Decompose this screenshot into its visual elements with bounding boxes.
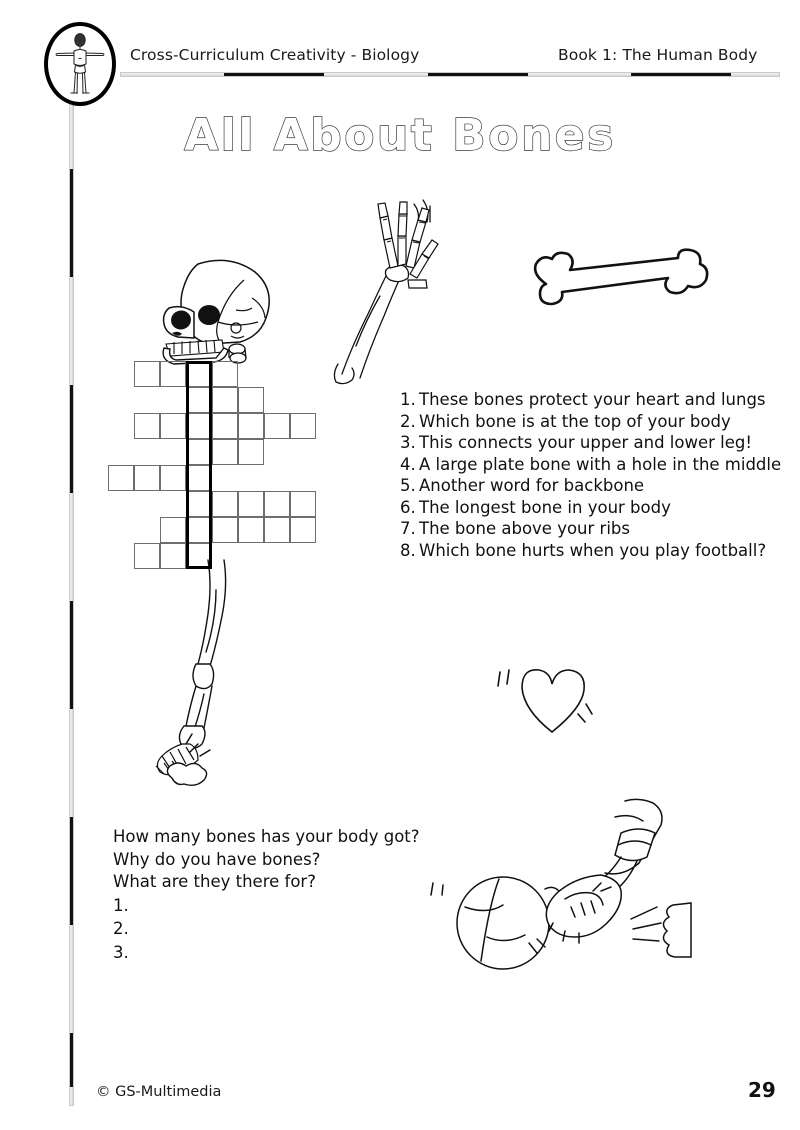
- crossword-cell[interactable]: [290, 491, 316, 517]
- crossword-cell[interactable]: [290, 413, 316, 439]
- skeleton-arm-illustration: [330, 196, 440, 386]
- clue-number: 4.: [400, 454, 416, 474]
- crossword-cell[interactable]: [238, 413, 264, 439]
- crossword-cell[interactable]: [212, 517, 238, 543]
- header-rule: [120, 72, 780, 77]
- clue-text: This connects your upper and lower leg!: [419, 433, 752, 452]
- crossword-cell[interactable]: [186, 517, 212, 543]
- skeleton-leg-foot-illustration: [150, 560, 260, 790]
- clue-text: These bones protect your heart and lungs: [419, 390, 766, 409]
- football-kick-illustration: [425, 795, 695, 965]
- clue-number: 7.: [400, 519, 416, 538]
- clue-number: 3.: [400, 433, 416, 452]
- crossword-cell[interactable]: [212, 491, 238, 517]
- crossword-cell[interactable]: [186, 439, 212, 465]
- skull-illustration: [152, 252, 292, 367]
- clue-text: The longest bone in your body: [419, 497, 671, 517]
- clue-number: 5.: [400, 476, 416, 495]
- answer-line[interactable]: 2.: [113, 919, 129, 938]
- clue-item: [400, 497, 770, 519]
- crossword-cell[interactable]: [186, 465, 212, 491]
- clue-item: [400, 475, 770, 497]
- answer-line[interactable]: 1.: [113, 895, 129, 915]
- questions-block: [113, 826, 443, 964]
- clue-text: Which bone is at the top of your body: [419, 411, 731, 431]
- bone-illustration: [518, 248, 718, 320]
- clue-text: The bone above your ribs: [419, 519, 630, 538]
- crossword-cell[interactable]: [134, 465, 160, 491]
- crossword-cell[interactable]: [134, 413, 160, 439]
- footer-page-number: 29: [748, 1078, 776, 1102]
- crossword-cell[interactable]: [186, 413, 212, 439]
- clue-item: [400, 540, 770, 562]
- crossword-cell[interactable]: [160, 413, 186, 439]
- question-line: What are they there for?: [113, 872, 316, 891]
- crossword-cell[interactable]: [238, 439, 264, 465]
- crossword-cell[interactable]: [186, 387, 212, 413]
- crossword-cell[interactable]: [160, 517, 186, 543]
- crossword-cell[interactable]: [212, 387, 238, 413]
- answer-line[interactable]: 3.: [113, 942, 129, 962]
- crossword-cell[interactable]: [264, 491, 290, 517]
- clue-item: [400, 518, 770, 540]
- clue-number: 6.: [400, 497, 416, 517]
- crossword-cell[interactable]: [264, 413, 290, 439]
- question-line: How many bones has your body got?: [113, 827, 420, 846]
- clue-item: [400, 389, 770, 411]
- page-title: All About Bones: [184, 110, 616, 161]
- header-right-title: Book 1: The Human Body: [558, 46, 758, 64]
- footer-copyright: © GS-Multimedia: [96, 1084, 222, 1100]
- clue-list: [400, 389, 782, 561]
- clue-item: [400, 432, 770, 454]
- crossword-cell[interactable]: [238, 491, 264, 517]
- header-left-title: Cross-Curriculum Creativity - Biology: [130, 46, 420, 64]
- clue-number: 1.: [400, 390, 416, 409]
- heart-illustration: [492, 660, 602, 740]
- clue-item: [400, 454, 782, 476]
- crossword-cell[interactable]: [238, 517, 264, 543]
- crossword-cell[interactable]: [186, 491, 212, 517]
- crossword-highlight-column[interactable]: [186, 361, 212, 569]
- crossword-cell[interactable]: [160, 465, 186, 491]
- crossword-cell[interactable]: [238, 387, 264, 413]
- side-rule: [69, 96, 74, 1106]
- clue-text: A large plate bone with a hole in the middle: [419, 454, 782, 474]
- crossword-cell[interactable]: [290, 517, 316, 543]
- vitruvian-man-logo: [44, 22, 116, 106]
- clue-item: [400, 411, 770, 433]
- question-line: Why do you have bones?: [113, 849, 321, 869]
- crossword-cell[interactable]: [108, 465, 134, 491]
- clue-number: 2.: [400, 411, 416, 431]
- clue-number: 8.: [400, 540, 416, 560]
- crossword-cell[interactable]: [212, 439, 238, 465]
- crossword-cell[interactable]: [212, 413, 238, 439]
- clue-text: Which bone hurts when you play football?: [419, 540, 767, 560]
- clue-text: Another word for backbone: [419, 476, 645, 495]
- crossword-cell[interactable]: [264, 517, 290, 543]
